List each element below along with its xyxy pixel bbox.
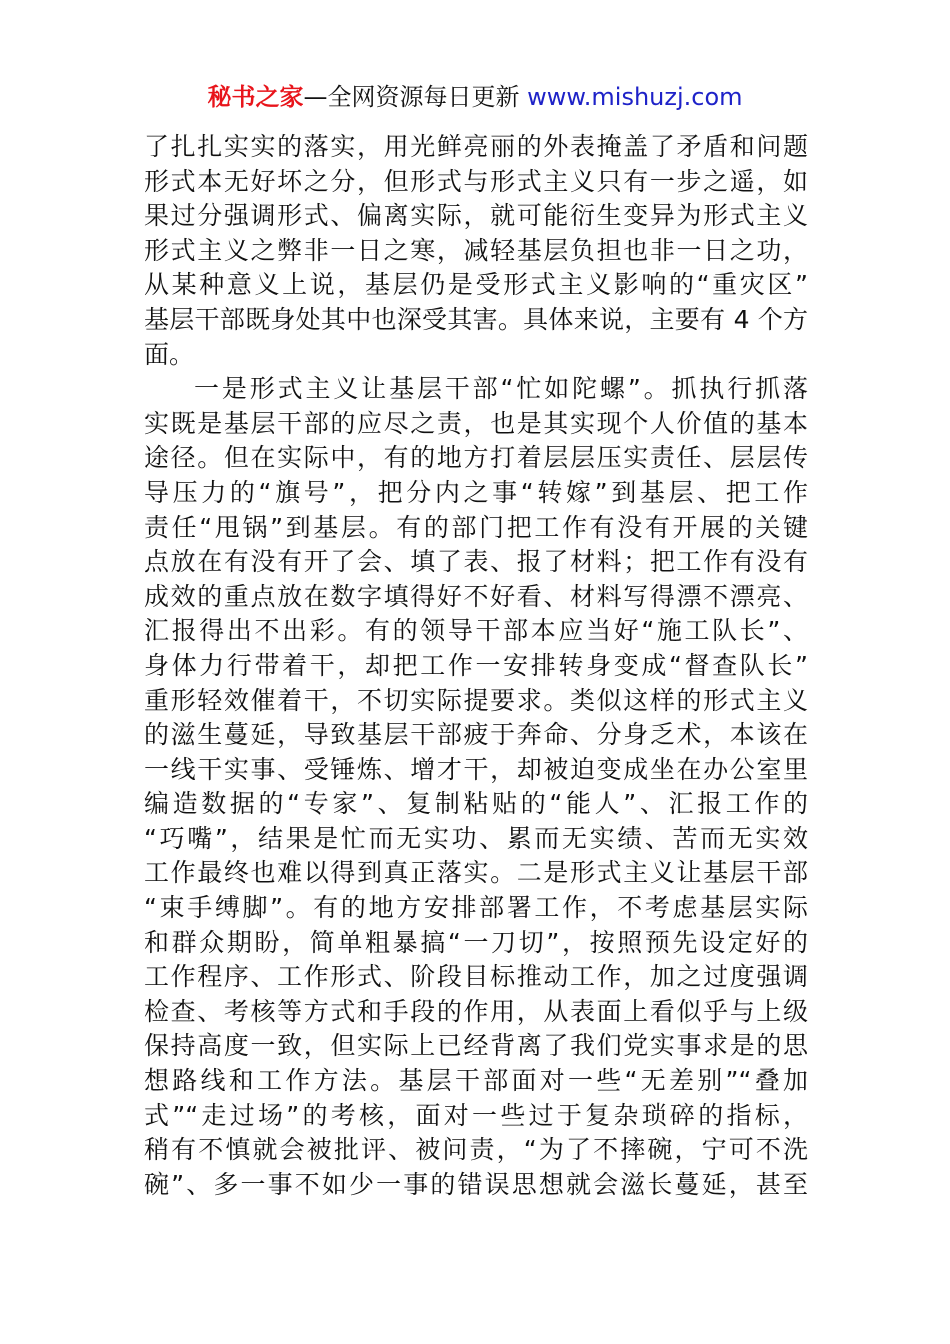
text-line: 碗”、多一事不如少一事的错误思想就会滋长蔓延，甚至	[144, 1169, 808, 1199]
text-line: 编造数据的“专家”、复制粘贴的“能人”、汇报工作的	[144, 789, 808, 819]
text-line: 责任“甩锅”到基层。有的部门把工作有没有开展的关键	[144, 512, 808, 542]
text-line: 式”“走过场”的考核，面对一些过于复杂琐碎的指标，	[144, 1100, 808, 1130]
text-line: “巧嘴”，结果是忙而无实功、累而无实绩、苦而无实效	[144, 823, 808, 853]
text-line: 检查、考核等方式和手段的作用，从表面上看似乎与上级	[144, 996, 808, 1026]
text-line: 一线干实事、受锤炼、增才干，却被迫变成坐在办公室里	[144, 754, 808, 784]
text-line: 形式主义之弊非一日之寒，减轻基层负担也非一日之功，	[144, 235, 808, 265]
text-line: 面。	[144, 339, 195, 369]
text-line: 果过分强调形式、偏离实际，就可能衍生变异为形式主义	[144, 201, 808, 231]
text-line: 的滋生蔓延，导致基层干部疲于奔命、分身乏术，本该在	[144, 720, 808, 750]
text-line: 途径。但在实际中，有的地方打着层层压实责任、层层传	[144, 443, 808, 473]
text-line: 重形轻效催着干，不切实际提要求。类似这样的形式主义	[144, 685, 808, 715]
text-line: 和群众期盼，简单粗暴搞“一刀切”，按照预先设定好的	[144, 927, 808, 957]
page-header	[0, 80, 950, 114]
text-line: 想路线和工作方法。基层干部面对一些“无差别”“叠加	[144, 1066, 808, 1096]
text-line: 实既是基层干部的应尽之责，也是其实现个人价值的基本	[144, 408, 808, 438]
text-line: 了扎扎实实的落实，用光鲜亮丽的外表掩盖了矛盾和问题	[144, 132, 808, 161]
text-line: 点放在有没有开了会、填了表、报了材料；把工作有没有	[144, 547, 808, 577]
text-line: 导压力的“旗号”，把分内之事“转嫁”到基层、把工作	[144, 477, 808, 507]
brand-name: 秘书之家	[207, 83, 304, 111]
text-line: 形式本无好坏之分，但形式与形式主义只有一步之遥，如	[144, 166, 808, 196]
text-line: 成效的重点放在数字填得好不好看、材料写得漂不漂亮、	[144, 581, 808, 611]
text-line: 稍有不慎就会被批评、被问责，“为了不摔碗，宁可不洗	[144, 1135, 808, 1165]
paragraph-first-line: 一是形式主义让基层干部“忙如陀螺”。抓执行抓落	[194, 374, 808, 404]
text-line: 工作程序、工作形式、阶段目标推动工作，加之过度强调	[144, 962, 808, 992]
text-line: 身体力行带着干，却把工作一安排转身变成“督查队长”	[144, 650, 808, 680]
site-url: www.mishuzj.com	[527, 83, 743, 111]
text-line: 基层干部既身处其中也深受其害。具体来说，主要有 4 个方	[144, 304, 808, 334]
text-line: 从某种意义上说，基层仍是受形式主义影响的“重灾区”	[144, 270, 808, 300]
text-line: “束手缚脚”。有的地方安排部署工作，不考虑基层实际	[144, 893, 808, 923]
text-line: 保持高度一致，但实际上已经背离了我们党实事求是的思	[144, 1031, 808, 1061]
text-line: 工作最终也难以得到真正落实。二是形式主义让基层干部	[144, 858, 808, 888]
article-body	[144, 130, 808, 1202]
text-line: 汇报得出不出彩。有的领导干部本应当好“施工队长”、	[144, 616, 808, 646]
header-tagline: —全网资源每日更新	[303, 83, 520, 111]
